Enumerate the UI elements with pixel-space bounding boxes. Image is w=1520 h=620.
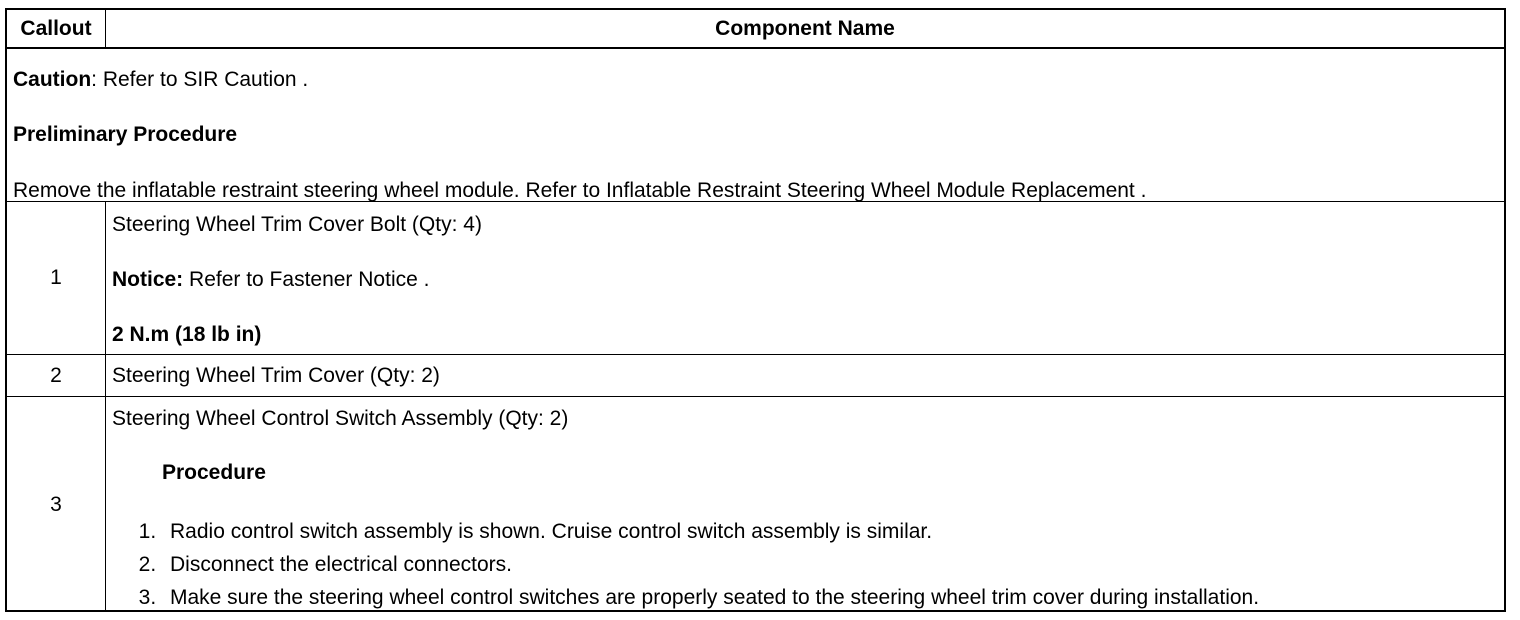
caution-label: Caution: [13, 68, 92, 91]
caution-text: : Refer to SIR Caution .: [91, 68, 309, 91]
callout-cell: 3: [7, 397, 106, 612]
callout-cell: 2: [7, 355, 106, 396]
component-name: Steering Wheel Control Switch Assembly (Qty: 2): [112, 407, 569, 430]
procedure-heading: Procedure: [162, 461, 266, 484]
notice-line: [112, 268, 429, 292]
table-row: [7, 202, 1504, 355]
callout-cell: 1: [7, 202, 106, 354]
header-component-name: Component Name: [715, 16, 895, 40]
table-header-row: [7, 10, 1504, 49]
list-item: 1. Radio control switch assembly is shown. Cruise control switch assembly is similar.: [162, 515, 1259, 548]
component-name: Steering Wheel Trim Cover Bolt (Qty: 4): [112, 213, 482, 236]
header-callout: Callout: [7, 10, 106, 47]
component-name: Steering Wheel Trim Cover (Qty: 2): [112, 364, 440, 387]
intro-row: [7, 49, 1504, 202]
preliminary-heading: Preliminary Procedure: [13, 123, 238, 146]
preliminary-text: Remove the inflatable restraint steering wheel module. Refer to Inflatable Restraint Steering Wheel Module Replacement .: [13, 179, 1147, 202]
list-item: 2. Disconnect the electrical connectors.: [162, 548, 1259, 581]
component-table: [5, 8, 1506, 612]
table-row: [7, 355, 1504, 397]
notice-text: Refer to Fastener Notice .: [183, 268, 430, 291]
component-cell: [106, 355, 1504, 396]
notice-label: Notice:: [112, 268, 184, 291]
table-row: [7, 397, 1504, 612]
torque-spec: 2 N.m (18 lb in): [112, 323, 262, 346]
caution-line: [13, 68, 308, 92]
component-cell: [106, 202, 1504, 354]
component-cell: [106, 397, 1504, 612]
list-item: 3. Make sure the steering wheel control switches are properly seated to the steering wheel trim cover during installation.: [162, 581, 1259, 614]
procedure-steps: [120, 515, 1259, 614]
